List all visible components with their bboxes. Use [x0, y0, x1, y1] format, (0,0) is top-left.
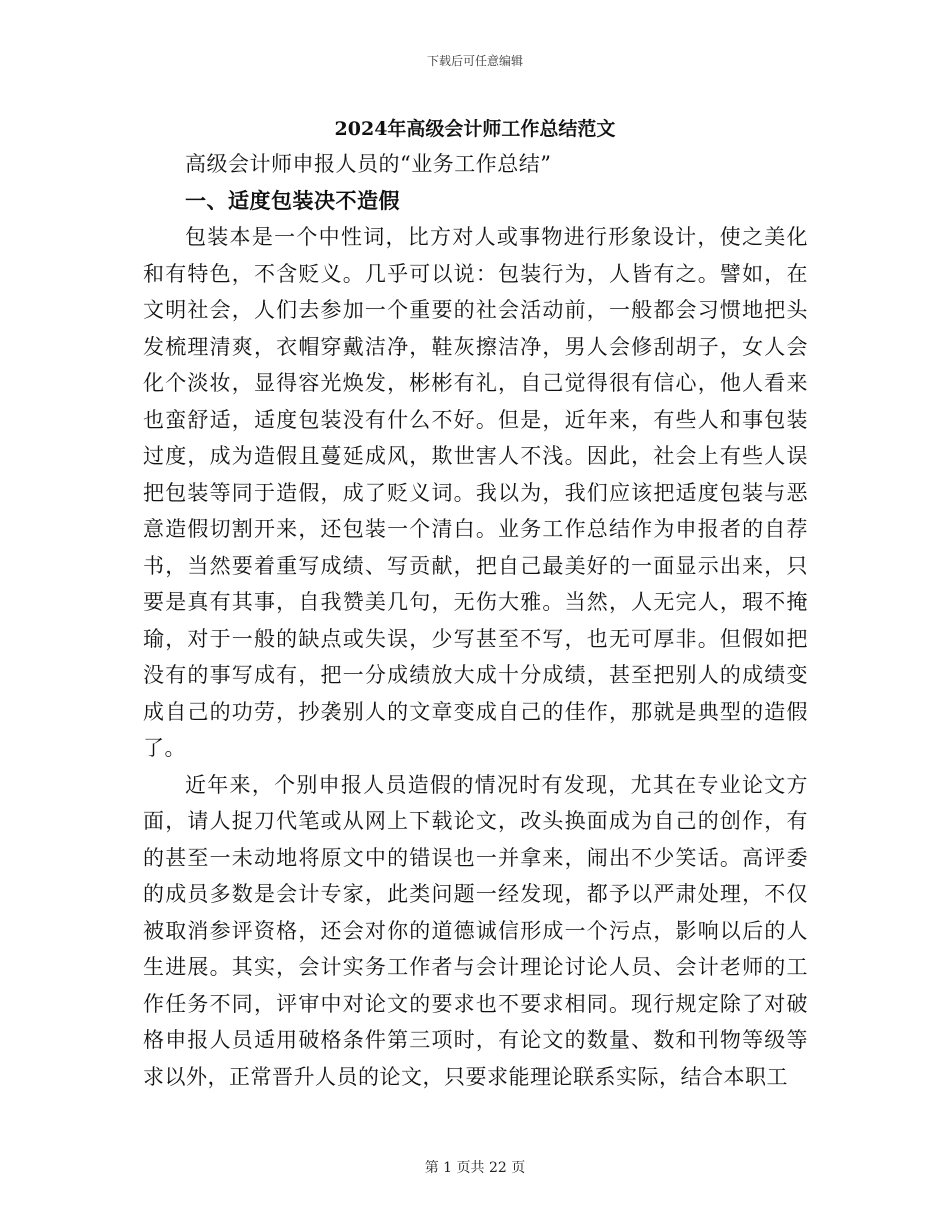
page-header-note: 下载后可任意编辑 — [426, 54, 523, 68]
document-title: 2024年高级会计师工作总结范文 — [334, 118, 616, 140]
document-body — [143, 146, 808, 1095]
page-number: 第 1 页共 22 页 — [424, 1160, 526, 1176]
section-heading: 一、适度包装决不造假 — [185, 187, 400, 213]
document-subtitle: 高级会计师申报人员的“业务工作总结” — [185, 152, 552, 176]
body-paragraph: 近年来，个别申报人员造假的情况时有发现，尤其在专业论文方面，请人捉刀代笔或从网上下载论文，改头换面成为自己的创作，有的甚至一未动地将原文中的错误也一并拿来，闹出不少笑话。高评委的成员多数是会计专家，此类问题一经发现，都予以严肃处理，不仅被取消参评资格，还会对你的道德诚信形成一个污点，影响以后的人生进展。其实，会计实务工作者与会计理论讨论人员、会计老师的工作任务不同，评审中对论文的要求也不要求相同。现行规定除了对破格申报人员适用破格条件第三项时，有论文的数量、数和刊物等级等求以外，正常晋升人员的论文，只要求能理论联系实际，结合本职工 — [143, 772, 808, 1089]
body-paragraph: 包装本是一个中性词，比方对人或事物进行形象设计，使之美化和有特色，不含贬义。几乎可以说：包装行为，人皆有之。譬如，在文明社会，人们去参加一个重要的社会活动前，一般都会习惯地把头发梳理清爽，衣帽穿戴洁净，鞋灰擦洁净，男人会修刮胡子，女人会化个淡妆，显得容光焕发，彬彬有礼，自己觉得很有信心，他人看来也蛮舒适，适度包装没有什么不好。但是，近年来，有些人和事包装过度，成为造假且蔓延成风，欺世害人不浅。因此，社会上有些人误把包装等同于造假，成了贬义词。我以为，我们应该把适度包装与恶意造假切割开来，还包装一个清白。业务工作总结作为申报者的自荐书，当然要着重写成绩、写贡献，把自己最美好的一面显示出来，只要是真有其事，自我赞美几句，无伤大雅。当然，人无完人，瑕不掩瑜，对于一般的缺点或失误，少写甚至不写，也无可厚非。但假如把没有的事写成有，把一分成绩放大成十分成绩，甚至把别人的成绩变成自己的功劳，抄袭别人的文章变成自己的佳作，那就是典型的造假了。 — [143, 225, 808, 760]
